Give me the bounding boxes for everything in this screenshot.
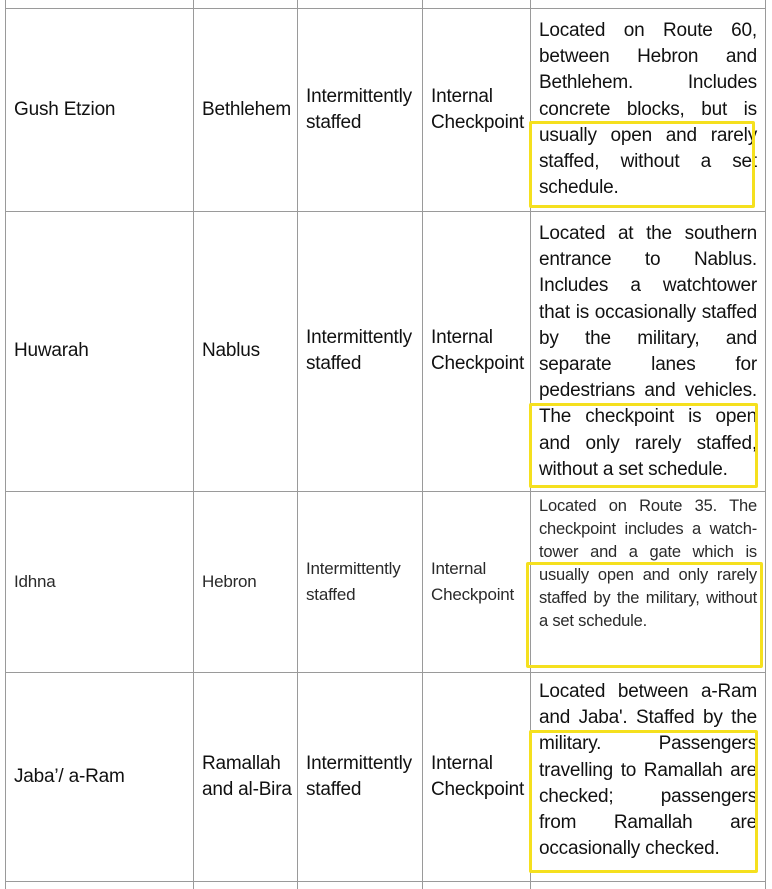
highlight-box (529, 121, 755, 208)
type-text: Internal Checkpoint (431, 86, 525, 133)
highlight-box (529, 730, 758, 873)
next-row-stub (5, 881, 766, 889)
staffing-cell (297, 211, 422, 491)
location-text: Gush Etzion (14, 99, 116, 120)
description-text: Located on Route 35. The checkpoint includes a watch-tower and a gate which is usually open and only rarely staffed by the military, without a set schedule. (539, 497, 757, 630)
type-text: Internal Checkpoint (431, 753, 525, 800)
district-cell (193, 492, 297, 672)
staffing-text: Intermittently staffed (306, 559, 401, 604)
checkpoint-table (5, 0, 766, 885)
district-text: Bethlehem (202, 99, 292, 120)
type-cell (422, 492, 530, 672)
district-cell (193, 211, 297, 491)
type-text: Internal Checkpoint (431, 327, 525, 374)
district-cell (193, 9, 297, 211)
location-cell (5, 673, 193, 881)
type-cell (422, 211, 530, 491)
district-text: Nablus (202, 340, 260, 361)
location-cell (5, 211, 193, 491)
type-text: Internal Checkpoint (431, 559, 515, 604)
staffing-cell (297, 9, 422, 211)
description-text: Located at the southern entrance to Nablus. Includes a watchtower that is occasionally staffed by the military, and separate lanes for pedestrians and vehicles. The checkpoint is open and only rarely staffed, without a set schedule. (539, 223, 757, 480)
district-text: Ramallah and al-Bira (202, 753, 292, 800)
highlight-box (526, 562, 763, 668)
description-text: Located on Route 60, between Hebron and Bethlehem. Includes concrete blocks, but is usually open and rarely staffed, without a set schedule. (539, 20, 757, 199)
type-cell (422, 9, 530, 211)
highlight-box (529, 403, 758, 488)
staffing-cell (297, 673, 422, 881)
location-text: Idhna (14, 572, 56, 591)
district-cell (193, 673, 297, 881)
staffing-text: Intermittently staffed (306, 327, 412, 374)
description-text: Located between a-Ram and Jaba'. Staffed by the military. Passengers travelling to Ramallah are checked; passengers from Ramallah are occasionally checked. (539, 681, 757, 860)
district-text: Hebron (202, 572, 257, 591)
location-text: Jaba’/ a-Ram (14, 766, 125, 787)
staffing-text: Intermittently staffed (306, 86, 412, 133)
type-cell (422, 673, 530, 881)
location-cell (5, 492, 193, 672)
staffing-cell (297, 492, 422, 672)
location-text: Huwarah (14, 340, 89, 361)
location-cell (5, 9, 193, 211)
staffing-text: Intermittently staffed (306, 753, 412, 800)
